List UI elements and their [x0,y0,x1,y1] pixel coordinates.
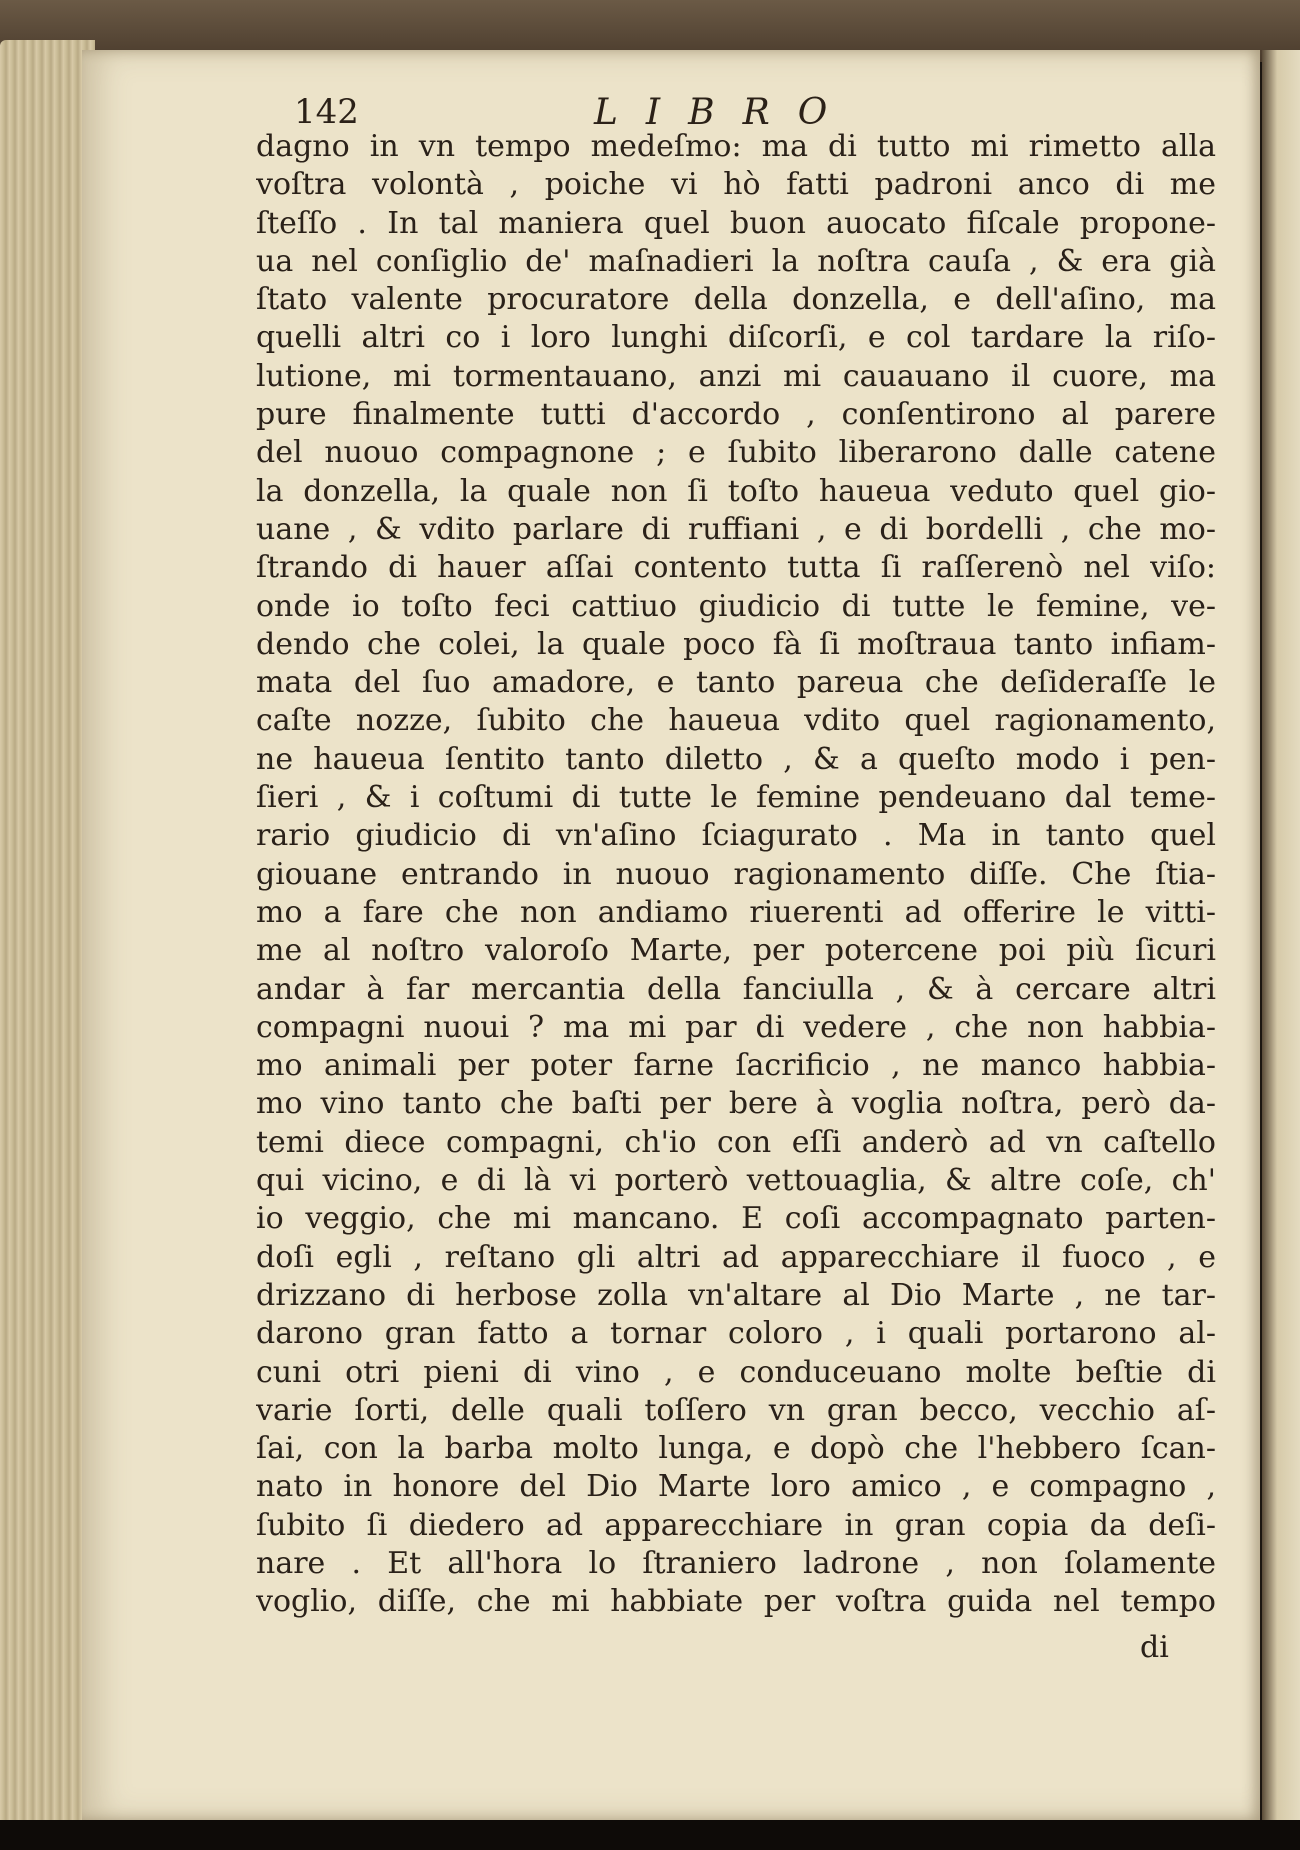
scan-bottom-border [0,1820,1300,1850]
text-line: mata del ſuo amadore, e tanto pareua che deſideraſſe le [256,665,1216,701]
text-line: ſai, con la barba molto lunga, e dopò che l'hebbero ſcan- [256,1431,1216,1467]
text-line: del nuouo compagnone ; e ſubito liberarono dalle catene [256,435,1216,471]
text-line: temi diece compagni, ch'io con eſſi anderò ad vn caſtello [256,1124,1216,1160]
text-line: nato in honore del Dio Marte loro amico , e compagno , [256,1469,1216,1505]
text-line: mo animali per poter farne ſacrificio , ne manco habbia- [256,1048,1216,1084]
text-line: ſieri , & i coſtumi di tutte le femine pendeuano dal teme- [256,780,1216,816]
running-title: LIBRO [594,92,856,133]
text-line: andar à far mercantia della fanciulla , & à cercare altri [256,971,1216,1007]
text-line: ſtato valente procuratore della donzella, e dell'aſino, ma [256,282,1216,318]
text-line: ſtrando di hauer aſſai contento tutta ſi raſſerenò nel viſo: [256,550,1216,586]
text-line: mo a fare che non andiamo riuerenti ad offerire le vitti- [256,894,1216,930]
text-line: quelli altri co i loro lunghi diſcorſi, e col tardare la riſo- [256,320,1216,356]
text-line: giouane entrando in nuouo ragionamento diſſe. Che ſtia- [256,856,1216,892]
text-line: nare . Et all'hora lo ſtraniero ladrone , non ſolamente [256,1545,1216,1581]
text-line: onde io toſto feci cattiuo giudicio di tutte le femine, ve- [256,588,1216,624]
text-line: uane , & vdito parlare di ruffiani , e di bordelli , che mo- [256,511,1216,547]
text-line: voſtra volontà , poiche vi hò fatti padroni anco di me [256,167,1216,203]
text-line: rario giudicio di vn'aſino ſciagurato . Ma in tanto quel [256,818,1216,854]
page-number: 142 [294,92,359,132]
text-line: qui vicino, e di là vi porterò vettouaglia, & altre coſe, ch' [256,1163,1216,1199]
text-line: ne haueua ſentito tanto diletto , & a queſto modo i pen- [256,741,1216,777]
text-line: mo vino tanto che baſti per bere à voglia noſtra, però da- [256,1086,1216,1122]
page-edges [0,40,95,1830]
text-line: varie ſorti, delle quali toſſero vn gran becco, vecchio aſ- [256,1392,1216,1428]
body-text [256,128,1216,1622]
text-line: pure finalmente tutti d'accordo , conſentirono al parere [256,397,1216,433]
text-line: drizzano di herbose zolla vn'altare al Dio Marte , ne tar- [256,1277,1216,1313]
facing-page-marks [1290,580,1300,1580]
text-line: dendo che colei, la quale poco fà ſi moſtraua tanto infiam- [256,626,1216,662]
text-line: compagni nuoui ? ma mi par di vedere , che non habbia- [256,1009,1216,1045]
text-line: caſte nozze, ſubito che haueua vdito quel ragionamento, [256,703,1216,739]
catchword: di [1140,1630,1169,1665]
text-line: darono gran fatto a tornar coloro , i quali portarono al- [256,1316,1216,1352]
text-line: io veggio, che mi mancano. E coſi accompagnato parten- [256,1201,1216,1237]
text-line: ſubito ſi diedero ad apparecchiare in gran copia da deſi- [256,1507,1216,1543]
text-line: me al noſtro valoroſo Marte, per potercene poi più ſicuri [256,933,1216,969]
text-line: doſi egli , reſtano gli altri ad apparecchiare il fuoco , e [256,1239,1216,1275]
text-line: lutione, mi tormentauano, anzi mi cauauano il cuore, ma [256,358,1216,394]
text-line: cuni otri pieni di vino , e conduceuano molte beſtie di [256,1354,1216,1390]
text-line: voglio, diſſe, che mi habbiate per voſtra guida nel tempo [256,1584,1216,1620]
text-line: ſteſſo . In tal maniera quel buon auocato fiſcale propone- [256,205,1216,241]
text-line: dagno in vn tempo medeſmo: ma di tutto mi rimetto alla [256,129,1216,164]
text-line: la donzella, la quale non ſi toſto haueua veduto quel gio- [256,473,1216,509]
text-line: ua nel conſiglio de' maſnadieri la noſtra cauſa , & era già [256,243,1216,279]
